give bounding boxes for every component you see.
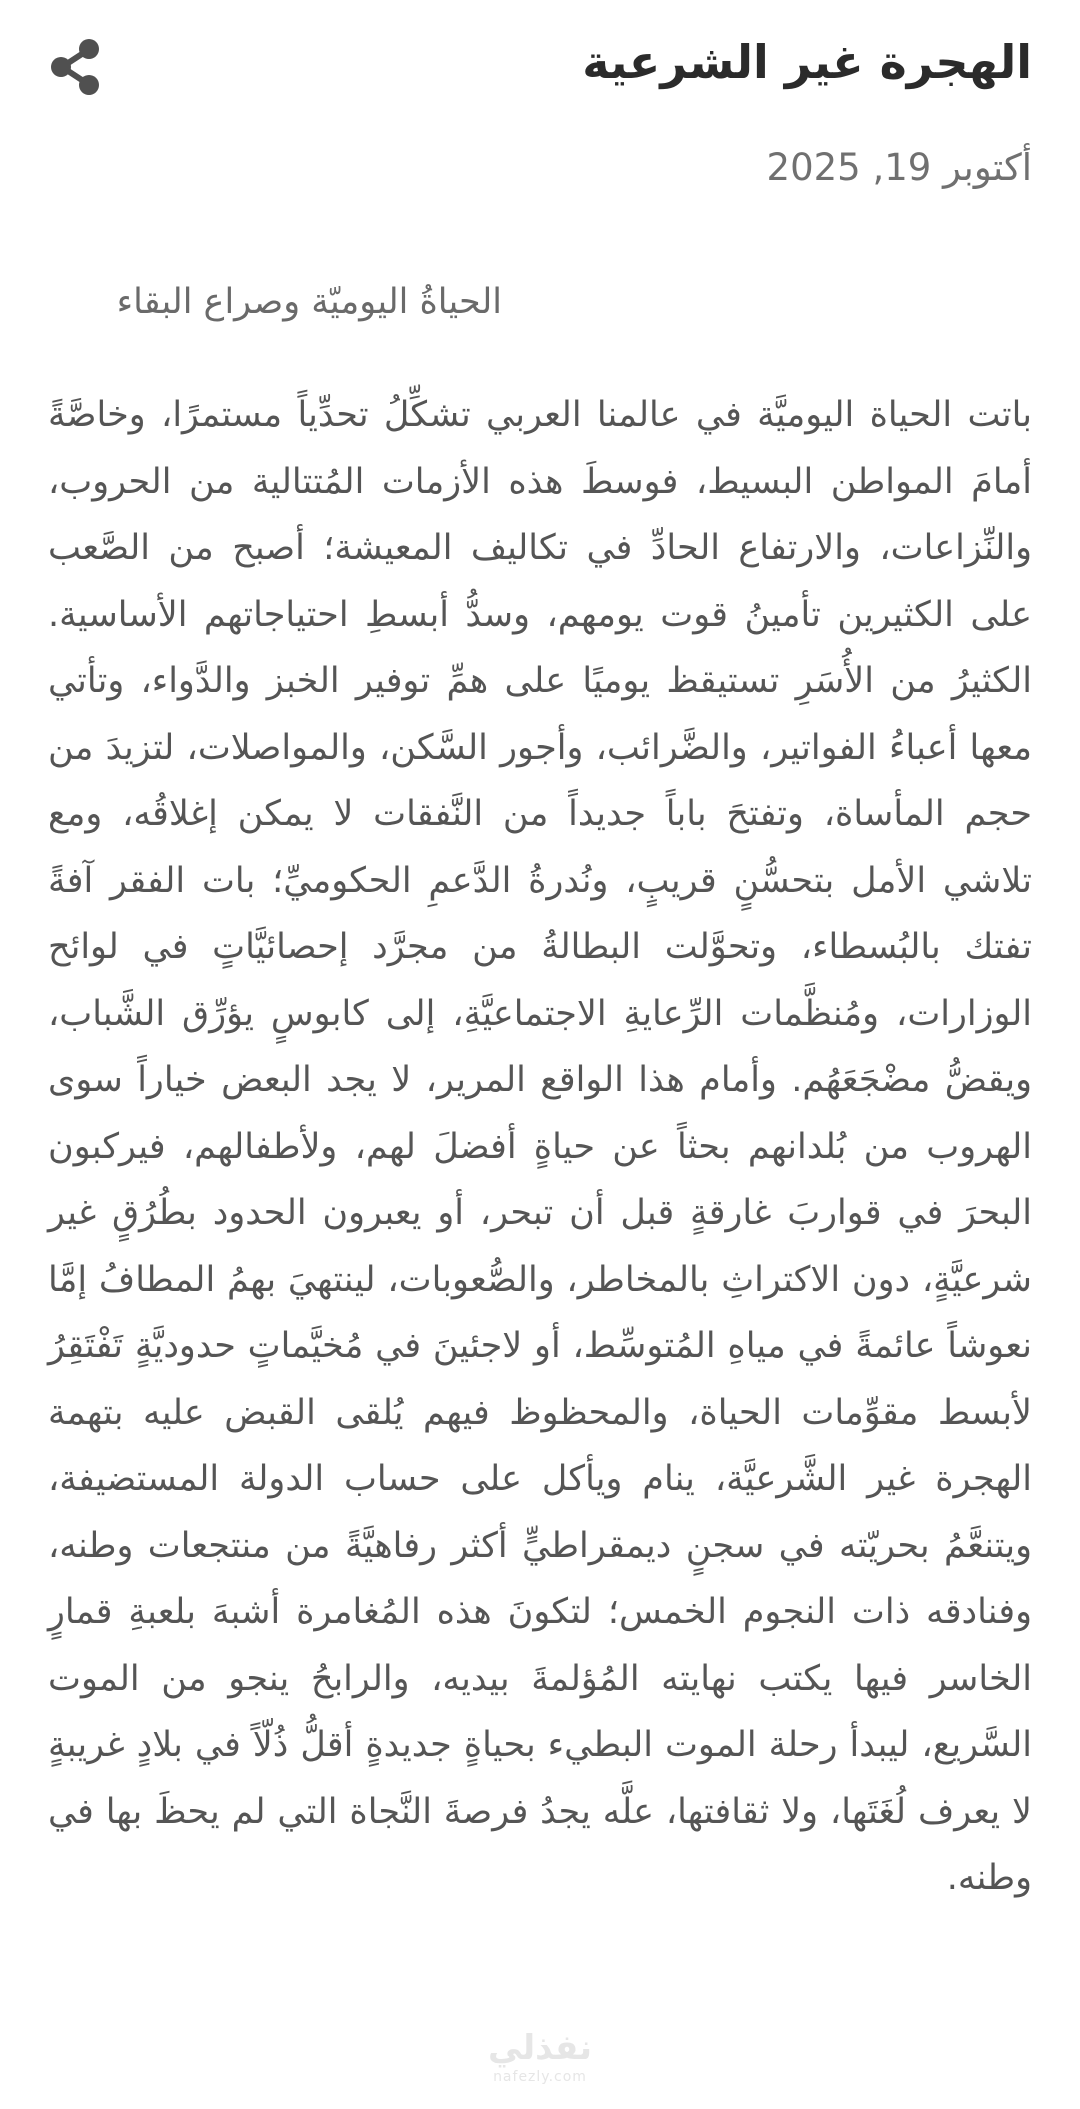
article-subtitle bbox=[48, 274, 1032, 330]
watermark-logo-text: نفذلي bbox=[487, 2028, 593, 2068]
watermark bbox=[0, 2028, 1080, 2086]
article-body: باتت الحياة اليوميَّة في عالمنا العربي تشكِّلُ تحدِّياً مستمرًا، وخاصَّةً أمامَ المواطن البسيط، فوسطَ هذه الأزمات المُتتالية من الحروب، والنِّزاعات، والارتفاع الحادِّ في تكاليف المعيشة؛ أصبح من الصَّعب على الكثيرين تأمينُ قوت يومهم، وسدُّ أبسطِ احتياجاتهم الأساسية. الكثيرُ من الأُسَرِ تستيقظ يوميًا على همِّ توفير الخبز والدَّواء، وتأتي معها أعباءُ الفواتير، والضَّرائب، وأجور السَّكن، والمواصلات، لتزيدَ من حجم المأساة، وتفتحَ باباً جديداً من النَّفقات لا يمكن إغلاقُه، ومع تلاشي الأمل بتحسُّنٍ قريبٍ، ونُدرةُ الدَّعمِ الحكوميِّ؛ بات الفقر آفةً تفتك بالبُسطاء، وتحوَّلت البطالةُ من مجرَّد إحصائيَّاتٍ في لوائح الوزارات، ومُنظَّمات الرِّعايةِ الاجتماعيَّةِ، إلى كابوسٍ يؤرِّق الشَّباب، ويقضُّ مضْجَعَهُم. وأمام هذا الواقع المرير، لا يجد البعض خياراً سوى الهروب من بُلدانهم بحثاً عن حياةٍ أفضلَ لهم، ولأطفالهم، فيركبون البحرَ في قواربَ غارقةٍ قبل أن تبحر، أو يعبرون الحدود بطُرُقٍ غير شرعيَّةٍ، دون الاكتراثِ بالمخاطر، والصُّعوبات، لينتهيَ بهمُ المطافُ إمَّا نعوشاً عائمةً في مياهِ المُتوسِّط، أو لاجئينَ في مُخيَّماتٍ حدوديَّةٍ تَفْتَقِرُ لأبسط مقوِّمات الحياة، والمحظوظ فيهم يُلقى القبض عليه بتهمة الهجرة غير الشَّرعيَّة، ينام ويأكل على حساب الدولة المستضيفة، ويتنعَّمُ بحريّته في سجنٍ ديمقراطيٍّ أكثر رفاهيَّةً من منتجعات وطنه، وفنادقه ذات النجوم الخمس؛ لتكونَ هذه المُغامرة أشبهَ بلعبةِ قمارٍ الخاسر فيها يكتب نهايته المُؤلمةَ بيديه، والرابحُ ينجو من الموت السَّريع، ليبدأ رحلة الموت البطيء بحياةٍ جديدةٍ أقلُّ ذُلّاً في بلادٍ غريبةٍ لا يعرف لُغَتَها، ولا ثقافتها، علَّه يجدُ فرصةَ النَّجاة التي لم يحظَ بها في وطنه. bbox=[48, 395, 1032, 1898]
publish-date: أكتوبر 19, 2025 bbox=[766, 146, 1032, 189]
article-subtitle-text: الحياةُ اليوميّة وصراع البقاء bbox=[116, 282, 502, 322]
share-icon bbox=[44, 34, 112, 102]
page-title: الهجرة غير الشرعية bbox=[582, 35, 1032, 89]
share-button[interactable] bbox=[44, 34, 112, 102]
article-header bbox=[0, 0, 1080, 135]
watermark-domain: nafezly.com bbox=[493, 2069, 587, 2085]
